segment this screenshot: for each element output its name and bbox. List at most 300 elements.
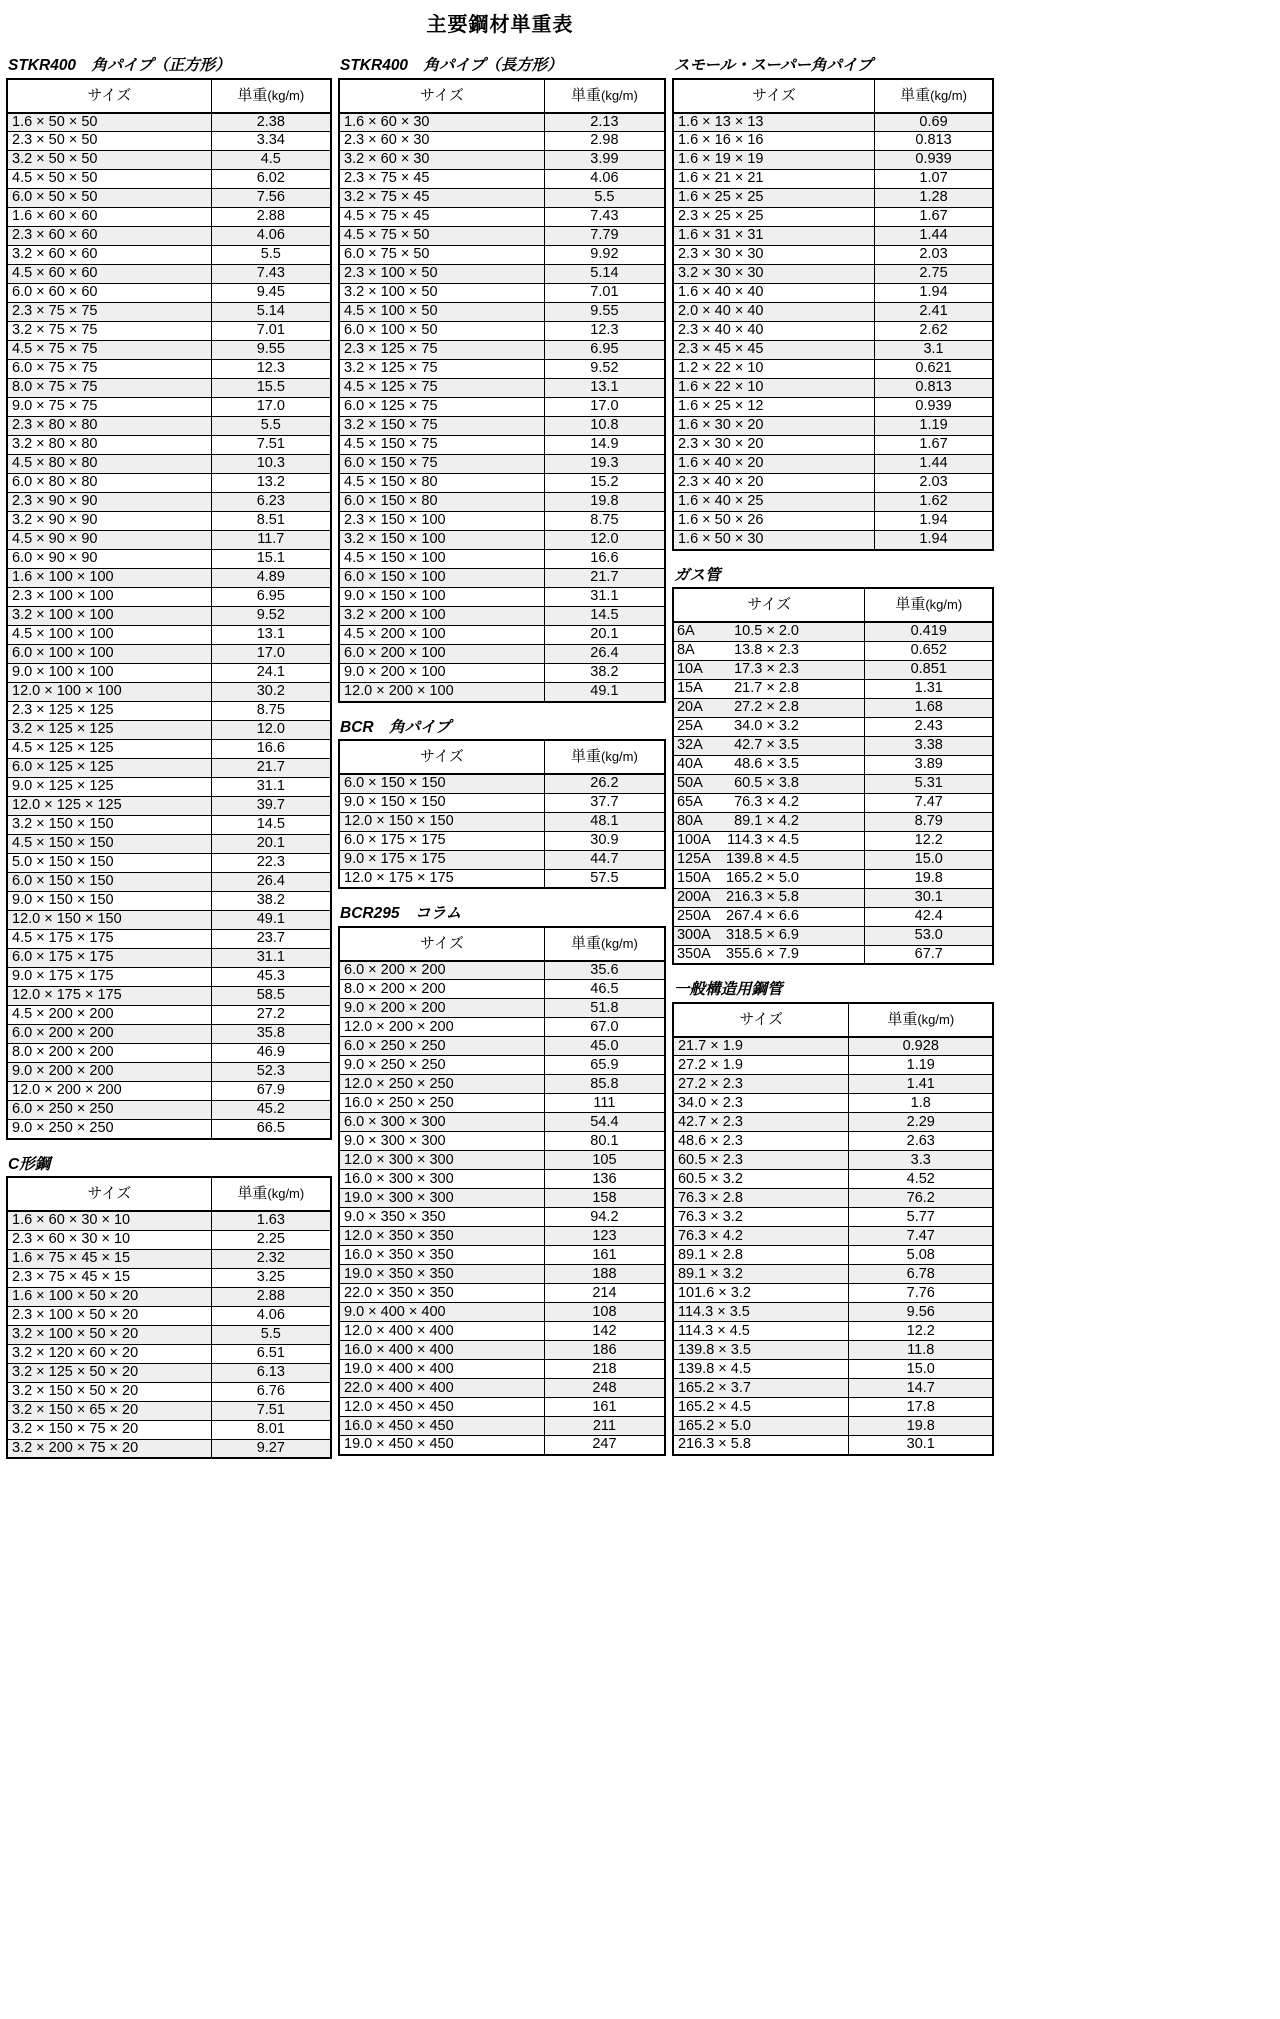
- table-row: [7, 778, 331, 797]
- cell-size: 4.5 × 200 × 200: [7, 1006, 211, 1025]
- cell-size: 1.6 × 50 × 50: [7, 113, 211, 132]
- table-row: [673, 945, 993, 964]
- cell-unit-weight: 5.31: [865, 774, 993, 793]
- cell-unit-weight: 31.1: [544, 588, 665, 607]
- cell-unit-weight: 4.06: [544, 170, 665, 189]
- cell-unit-weight: 38.2: [211, 892, 331, 911]
- table-row: [339, 189, 665, 208]
- cell-size: 4.5 × 100 × 50: [339, 303, 544, 322]
- cell-size: 6.0 × 90 × 90: [7, 550, 211, 569]
- nominal-size: 65A: [676, 793, 703, 810]
- cell-unit-weight: 12.2: [865, 831, 993, 850]
- cell-size: 2.3 × 60 × 60: [7, 227, 211, 246]
- table-row: [7, 588, 331, 607]
- cell-size: 165.2 × 5.0: [673, 1417, 849, 1436]
- cell-size: 8.0 × 75 × 75: [7, 379, 211, 398]
- table-row: [339, 1037, 665, 1056]
- table-body: [339, 961, 665, 1455]
- col-header-weight: [865, 588, 993, 622]
- cell-unit-weight: 0.939: [875, 398, 993, 417]
- cell-size: 1.6 × 50 × 30: [673, 531, 875, 550]
- cell-size: 1.6 × 75 × 45 × 15: [7, 1249, 211, 1268]
- cell-size: 1.6 × 60 × 30 × 10: [7, 1211, 211, 1230]
- table-row: [673, 850, 993, 869]
- cell-size: 3.2 × 75 × 45: [339, 189, 544, 208]
- cell-unit-weight: 44.7: [544, 850, 665, 869]
- cell-unit-weight: 42.4: [865, 907, 993, 926]
- table-row: [339, 113, 665, 132]
- cell-size: 9.0 × 200 × 200: [339, 999, 544, 1018]
- cell-size: 3.2 × 100 × 50 × 20: [7, 1325, 211, 1344]
- table-row: [673, 1208, 993, 1227]
- cell-size: 12.0 × 200 × 200: [339, 1018, 544, 1037]
- table-row: [7, 303, 331, 322]
- cell-unit-weight: 2.75: [875, 265, 993, 284]
- weight-label: 単重: [570, 934, 601, 952]
- cell-size: 4.5 × 200 × 100: [339, 626, 544, 645]
- table-row: [7, 512, 331, 531]
- weight-unit: (kg/m): [267, 1186, 305, 1202]
- table-bcr-kaku-pipe: [338, 739, 666, 889]
- table-row: [673, 170, 993, 189]
- table-row: [339, 1075, 665, 1094]
- cell-unit-weight: 4.06: [211, 227, 331, 246]
- cell-unit-weight: 6.95: [544, 341, 665, 360]
- section-title-gas-pipe: ガス管: [673, 566, 721, 584]
- outer-dimension: 318.5 × 6.9: [726, 926, 799, 943]
- cell-size: 2.3 × 75 × 45: [339, 170, 544, 189]
- cell-size: 1.6 × 16 × 16: [673, 132, 875, 151]
- cell-unit-weight: 5.08: [849, 1246, 993, 1265]
- cell-size: 6.0 × 300 × 300: [339, 1113, 544, 1132]
- cell-size: 4.5 × 150 × 80: [339, 474, 544, 493]
- cell-unit-weight: 1.67: [875, 208, 993, 227]
- cell-size: 6.0 × 200 × 200: [7, 1025, 211, 1044]
- cell-size: 19.0 × 450 × 450: [339, 1436, 544, 1455]
- cell-unit-weight: 76.2: [849, 1189, 993, 1208]
- table-row: [7, 1063, 331, 1082]
- table-row: [7, 246, 331, 265]
- table-row: [673, 1132, 993, 1151]
- cell-size: 16.0 × 250 × 250: [339, 1094, 544, 1113]
- cell-size: 22.0 × 350 × 350: [339, 1284, 544, 1303]
- weight-unit: (kg/m): [930, 87, 967, 103]
- weight-unit: (kg/m): [917, 1011, 955, 1027]
- cell-unit-weight: 1.41: [849, 1075, 993, 1094]
- cell-unit-weight: 67.7: [865, 945, 993, 964]
- table-row: [339, 831, 665, 850]
- table-row: [339, 961, 665, 980]
- cell-unit-weight: 5.5: [211, 1325, 331, 1344]
- table-row: [673, 1303, 993, 1322]
- cell-size: 9.0 × 150 × 100: [339, 588, 544, 607]
- table-row: [7, 398, 331, 417]
- cell-unit-weight: 7.01: [544, 284, 665, 303]
- cell-unit-weight: 2.38: [211, 113, 331, 132]
- cell-size: 4.5 × 150 × 150: [7, 835, 211, 854]
- col-header-size: サイズ: [7, 79, 211, 113]
- table-row: [339, 246, 665, 265]
- cell-size: 3.2 × 125 × 75: [339, 360, 544, 379]
- cell-size: 9.0 × 75 × 75: [7, 398, 211, 417]
- cell-size: 2.3 × 100 × 100: [7, 588, 211, 607]
- col-header-size: サイズ: [339, 79, 544, 113]
- cell-unit-weight: 7.43: [211, 265, 331, 284]
- col-header-size: サイズ: [339, 927, 544, 961]
- cell-unit-weight: 161: [544, 1398, 665, 1417]
- table-row: [339, 284, 665, 303]
- cell-unit-weight: 5.5: [211, 417, 331, 436]
- weight-label: 単重: [887, 1010, 918, 1028]
- cell-size: 3.2 × 60 × 30: [339, 151, 544, 170]
- table-row: [673, 1341, 993, 1360]
- cell-unit-weight: 16.6: [211, 740, 331, 759]
- table-row: [339, 436, 665, 455]
- cell-unit-weight: 20.1: [211, 835, 331, 854]
- cell-unit-weight: 8.75: [544, 512, 665, 531]
- cell-size: 1.6 × 100 × 50 × 20: [7, 1287, 211, 1306]
- cell-size: 27.2 × 2.3: [673, 1075, 849, 1094]
- table-row: [339, 398, 665, 417]
- cell-size: 12.0 × 125 × 125: [7, 797, 211, 816]
- cell-size: 9.0 × 250 × 250: [7, 1120, 211, 1139]
- cell-unit-weight: 3.25: [211, 1268, 331, 1287]
- table-row: [7, 1082, 331, 1101]
- table-row: [673, 1379, 993, 1398]
- table-row: [7, 322, 331, 341]
- table-row: [339, 360, 665, 379]
- table-row: [673, 1227, 993, 1246]
- cell-unit-weight: 7.51: [211, 1401, 331, 1420]
- cell-size: [673, 907, 865, 926]
- cell-unit-weight: 108: [544, 1303, 665, 1322]
- cell-unit-weight: 188: [544, 1265, 665, 1284]
- cell-unit-weight: 123: [544, 1227, 665, 1246]
- cell-size: 2.3 × 40 × 40: [673, 322, 875, 341]
- cell-size: 6.0 × 175 × 175: [7, 949, 211, 968]
- cell-unit-weight: 9.52: [211, 607, 331, 626]
- table-row: [673, 1360, 993, 1379]
- table-row: [339, 1436, 665, 1455]
- cell-size: 114.3 × 3.5: [673, 1303, 849, 1322]
- nominal-size: 50A: [676, 774, 703, 791]
- table-row: [673, 793, 993, 812]
- cell-size: 9.0 × 100 × 100: [7, 664, 211, 683]
- cell-size: 6.0 × 150 × 100: [339, 569, 544, 588]
- cell-size: 3.2 × 150 × 50 × 20: [7, 1382, 211, 1401]
- cell-size: 34.0 × 2.3: [673, 1094, 849, 1113]
- table-row: [7, 132, 331, 151]
- cell-size: 1.6 × 13 × 13: [673, 113, 875, 132]
- table-row: [339, 1246, 665, 1265]
- cell-unit-weight: 158: [544, 1189, 665, 1208]
- table-row: [673, 1398, 993, 1417]
- cell-unit-weight: 2.62: [875, 322, 993, 341]
- cell-size: 4.5 × 80 × 80: [7, 455, 211, 474]
- table-row: [673, 888, 993, 907]
- cell-size: 165.2 × 3.7: [673, 1379, 849, 1398]
- cell-unit-weight: 105: [544, 1151, 665, 1170]
- cell-unit-weight: 111: [544, 1094, 665, 1113]
- cell-size: 12.0 × 300 × 300: [339, 1151, 544, 1170]
- cell-unit-weight: 3.3: [849, 1151, 993, 1170]
- col-header-weight: [875, 79, 993, 113]
- table-row: [673, 1265, 993, 1284]
- cell-size: 6.0 × 150 × 150: [7, 873, 211, 892]
- table-body: [7, 1211, 331, 1458]
- cell-size: 3.2 × 200 × 100: [339, 607, 544, 626]
- cell-size: 5.0 × 150 × 150: [7, 854, 211, 873]
- cell-unit-weight: 211: [544, 1417, 665, 1436]
- cell-unit-weight: 26.4: [544, 645, 665, 664]
- table-row: [7, 1287, 331, 1306]
- cell-size: [673, 945, 865, 964]
- cell-size: 4.5 × 100 × 100: [7, 626, 211, 645]
- cell-size: 12.0 × 100 × 100: [7, 683, 211, 702]
- table-row: [339, 1265, 665, 1284]
- table-row: [673, 1170, 993, 1189]
- cell-unit-weight: 5.5: [544, 189, 665, 208]
- cell-unit-weight: 12.0: [211, 721, 331, 740]
- cell-size: 3.2 × 90 × 90: [7, 512, 211, 531]
- cell-unit-weight: 26.4: [211, 873, 331, 892]
- cell-unit-weight: 218: [544, 1360, 665, 1379]
- cell-unit-weight: 48.1: [544, 812, 665, 831]
- nominal-size: 20A: [676, 698, 703, 715]
- table-row: [7, 892, 331, 911]
- cell-unit-weight: 37.7: [544, 793, 665, 812]
- cell-unit-weight: 7.47: [865, 793, 993, 812]
- cell-size: 2.3 × 75 × 75: [7, 303, 211, 322]
- cell-size: 3.2 × 150 × 75: [339, 417, 544, 436]
- cell-size: 9.0 × 300 × 300: [339, 1132, 544, 1151]
- cell-unit-weight: 2.32: [211, 1249, 331, 1268]
- table-row: [7, 550, 331, 569]
- cell-size: 1.2 × 22 × 10: [673, 360, 875, 379]
- weight-unit: (kg/m): [601, 87, 638, 103]
- table-row: [7, 493, 331, 512]
- table-row: [7, 379, 331, 398]
- table-row: [673, 474, 993, 493]
- cell-size: 1.6 × 30 × 20: [673, 417, 875, 436]
- table-c-gata-kou: [6, 1176, 332, 1459]
- cell-size: 2.3 × 30 × 20: [673, 436, 875, 455]
- table-row: [339, 379, 665, 398]
- table-row: [339, 664, 665, 683]
- cell-unit-weight: 2.88: [211, 208, 331, 227]
- cell-unit-weight: 16.6: [544, 550, 665, 569]
- cell-size: 9.0 × 150 × 150: [7, 892, 211, 911]
- table-row: [339, 1227, 665, 1246]
- table-row: [339, 980, 665, 999]
- section-title-stkr400-square: STKR400 角パイプ（正方形）: [8, 57, 231, 74]
- cell-unit-weight: 1.31: [865, 679, 993, 698]
- cell-size: 1.6 × 25 × 25: [673, 189, 875, 208]
- col-header-size: サイズ: [7, 1177, 211, 1211]
- cell-size: 3.2 × 100 × 100: [7, 607, 211, 626]
- cell-size: 16.0 × 400 × 400: [339, 1341, 544, 1360]
- cell-size: 2.3 × 40 × 20: [673, 474, 875, 493]
- table-row: [7, 721, 331, 740]
- table-row: [673, 284, 993, 303]
- cell-unit-weight: 0.813: [875, 132, 993, 151]
- cell-unit-weight: 1.19: [875, 417, 993, 436]
- weight-unit: (kg/m): [601, 935, 638, 951]
- cell-size: 1.6 × 40 × 20: [673, 455, 875, 474]
- table-row: [673, 417, 993, 436]
- cell-unit-weight: 6.13: [211, 1363, 331, 1382]
- table-row: [7, 854, 331, 873]
- cell-size: 2.3 × 80 × 80: [7, 417, 211, 436]
- col-header-weight: [849, 1003, 993, 1037]
- table-row: [339, 170, 665, 189]
- table-row: [673, 151, 993, 170]
- outer-dimension: 21.7 × 2.8: [734, 679, 799, 696]
- section-title-c-gata-kou: C形鋼: [8, 1155, 51, 1173]
- nominal-size: 10A: [676, 660, 703, 677]
- table-row: [7, 113, 331, 132]
- outer-dimension: 17.3 × 2.3: [734, 660, 799, 677]
- cell-size: 4.5 × 150 × 100: [339, 550, 544, 569]
- table-row: [339, 793, 665, 812]
- table-row: [7, 1006, 331, 1025]
- table-row: [339, 869, 665, 888]
- nominal-size: 200A: [676, 888, 711, 905]
- outer-dimension: 114.3 × 4.5: [727, 831, 799, 848]
- cell-size: 19.0 × 300 × 300: [339, 1189, 544, 1208]
- col-header-size: サイズ: [673, 1003, 849, 1037]
- cell-unit-weight: 46.5: [544, 980, 665, 999]
- table-row: [339, 550, 665, 569]
- cell-unit-weight: 12.2: [849, 1322, 993, 1341]
- table-row: [673, 303, 993, 322]
- cell-size: [673, 717, 865, 736]
- cell-unit-weight: 3.1: [875, 341, 993, 360]
- table-row: [7, 835, 331, 854]
- cell-unit-weight: 6.51: [211, 1344, 331, 1363]
- table-row: [673, 1322, 993, 1341]
- cell-unit-weight: 53.0: [865, 926, 993, 945]
- cell-size: 16.0 × 450 × 450: [339, 1417, 544, 1436]
- cell-size: 12.0 × 200 × 200: [7, 1082, 211, 1101]
- col-header-weight: [544, 927, 665, 961]
- cell-size: 12.0 × 150 × 150: [7, 911, 211, 930]
- table-row: [339, 265, 665, 284]
- cell-size: [673, 641, 865, 660]
- cell-size: 2.3 × 100 × 50 × 20: [7, 1306, 211, 1325]
- nominal-size: 350A: [676, 945, 711, 962]
- cell-unit-weight: 14.5: [544, 607, 665, 626]
- table-row: [7, 569, 331, 588]
- cell-unit-weight: 17.0: [211, 398, 331, 417]
- cell-size: 42.7 × 2.3: [673, 1113, 849, 1132]
- cell-size: 6.0 × 150 × 80: [339, 493, 544, 512]
- table-row: [339, 132, 665, 151]
- cell-unit-weight: 23.7: [211, 930, 331, 949]
- cell-size: 1.6 × 60 × 60: [7, 208, 211, 227]
- table-row: [673, 1113, 993, 1132]
- col-header-size: サイズ: [673, 79, 875, 113]
- table-row: [339, 1094, 665, 1113]
- table-row: [7, 227, 331, 246]
- column-right: [672, 57, 1000, 1456]
- cell-unit-weight: 4.06: [211, 1306, 331, 1325]
- cell-unit-weight: 1.94: [875, 512, 993, 531]
- table-row: [673, 208, 993, 227]
- cell-size: 6.0 × 75 × 75: [7, 360, 211, 379]
- cell-size: 9.0 × 400 × 400: [339, 1303, 544, 1322]
- table-row: [7, 626, 331, 645]
- table-row: [7, 1382, 331, 1401]
- cell-unit-weight: 6.76: [211, 1382, 331, 1401]
- outer-dimension: 13.8 × 2.3: [734, 641, 799, 658]
- cell-size: 2.3 × 60 × 30: [339, 132, 544, 151]
- cell-unit-weight: 14.7: [849, 1379, 993, 1398]
- cell-size: 3.2 × 60 × 60: [7, 246, 211, 265]
- cell-unit-weight: 10.8: [544, 417, 665, 436]
- cell-size: 3.2 × 150 × 65 × 20: [7, 1401, 211, 1420]
- table-row: [339, 1189, 665, 1208]
- table-row: [339, 1056, 665, 1075]
- cell-size: 6.0 × 125 × 125: [7, 759, 211, 778]
- weight-label: 単重: [237, 1185, 268, 1203]
- cell-unit-weight: 7.76: [849, 1284, 993, 1303]
- cell-unit-weight: 0.652: [865, 641, 993, 660]
- cell-unit-weight: 11.8: [849, 1341, 993, 1360]
- cell-unit-weight: 67.0: [544, 1018, 665, 1037]
- table-row: [339, 493, 665, 512]
- cell-unit-weight: 5.77: [849, 1208, 993, 1227]
- cell-size: 1.6 × 100 × 100: [7, 569, 211, 588]
- cell-size: 1.6 × 21 × 21: [673, 170, 875, 189]
- table-row: [339, 303, 665, 322]
- table-row: [673, 1037, 993, 1056]
- table-row: [673, 1284, 993, 1303]
- cell-size: 6.0 × 50 × 50: [7, 189, 211, 208]
- cell-size: 27.2 × 1.9: [673, 1056, 849, 1075]
- cell-unit-weight: 7.56: [211, 189, 331, 208]
- cell-size: 4.5 × 125 × 125: [7, 740, 211, 759]
- cell-size: 3.2 × 200 × 75 × 20: [7, 1439, 211, 1458]
- outer-dimension: 60.5 × 3.8: [734, 774, 799, 791]
- table-row: [339, 1322, 665, 1341]
- outer-dimension: 76.3 × 4.2: [734, 793, 799, 810]
- cell-unit-weight: 24.1: [211, 664, 331, 683]
- table-row: [673, 698, 993, 717]
- table-row: [7, 740, 331, 759]
- outer-dimension: 89.1 × 4.2: [734, 812, 799, 829]
- weight-label: 単重: [895, 596, 926, 614]
- table-row: [673, 869, 993, 888]
- table-row: [673, 622, 993, 641]
- cell-unit-weight: 46.9: [211, 1044, 331, 1063]
- cell-unit-weight: 3.89: [865, 755, 993, 774]
- cell-unit-weight: 30.1: [849, 1436, 993, 1455]
- table-row: [673, 341, 993, 360]
- cell-unit-weight: 13.1: [544, 379, 665, 398]
- table-row: [673, 736, 993, 755]
- cell-unit-weight: 49.1: [211, 911, 331, 930]
- cell-unit-weight: 5.5: [211, 246, 331, 265]
- table-row: [7, 987, 331, 1006]
- cell-unit-weight: 15.0: [865, 850, 993, 869]
- cell-unit-weight: 4.52: [849, 1170, 993, 1189]
- cell-size: [673, 679, 865, 698]
- cell-size: 4.5 × 50 × 50: [7, 170, 211, 189]
- cell-size: 60.5 × 3.2: [673, 1170, 849, 1189]
- table-row: [339, 1132, 665, 1151]
- cell-unit-weight: 9.27: [211, 1439, 331, 1458]
